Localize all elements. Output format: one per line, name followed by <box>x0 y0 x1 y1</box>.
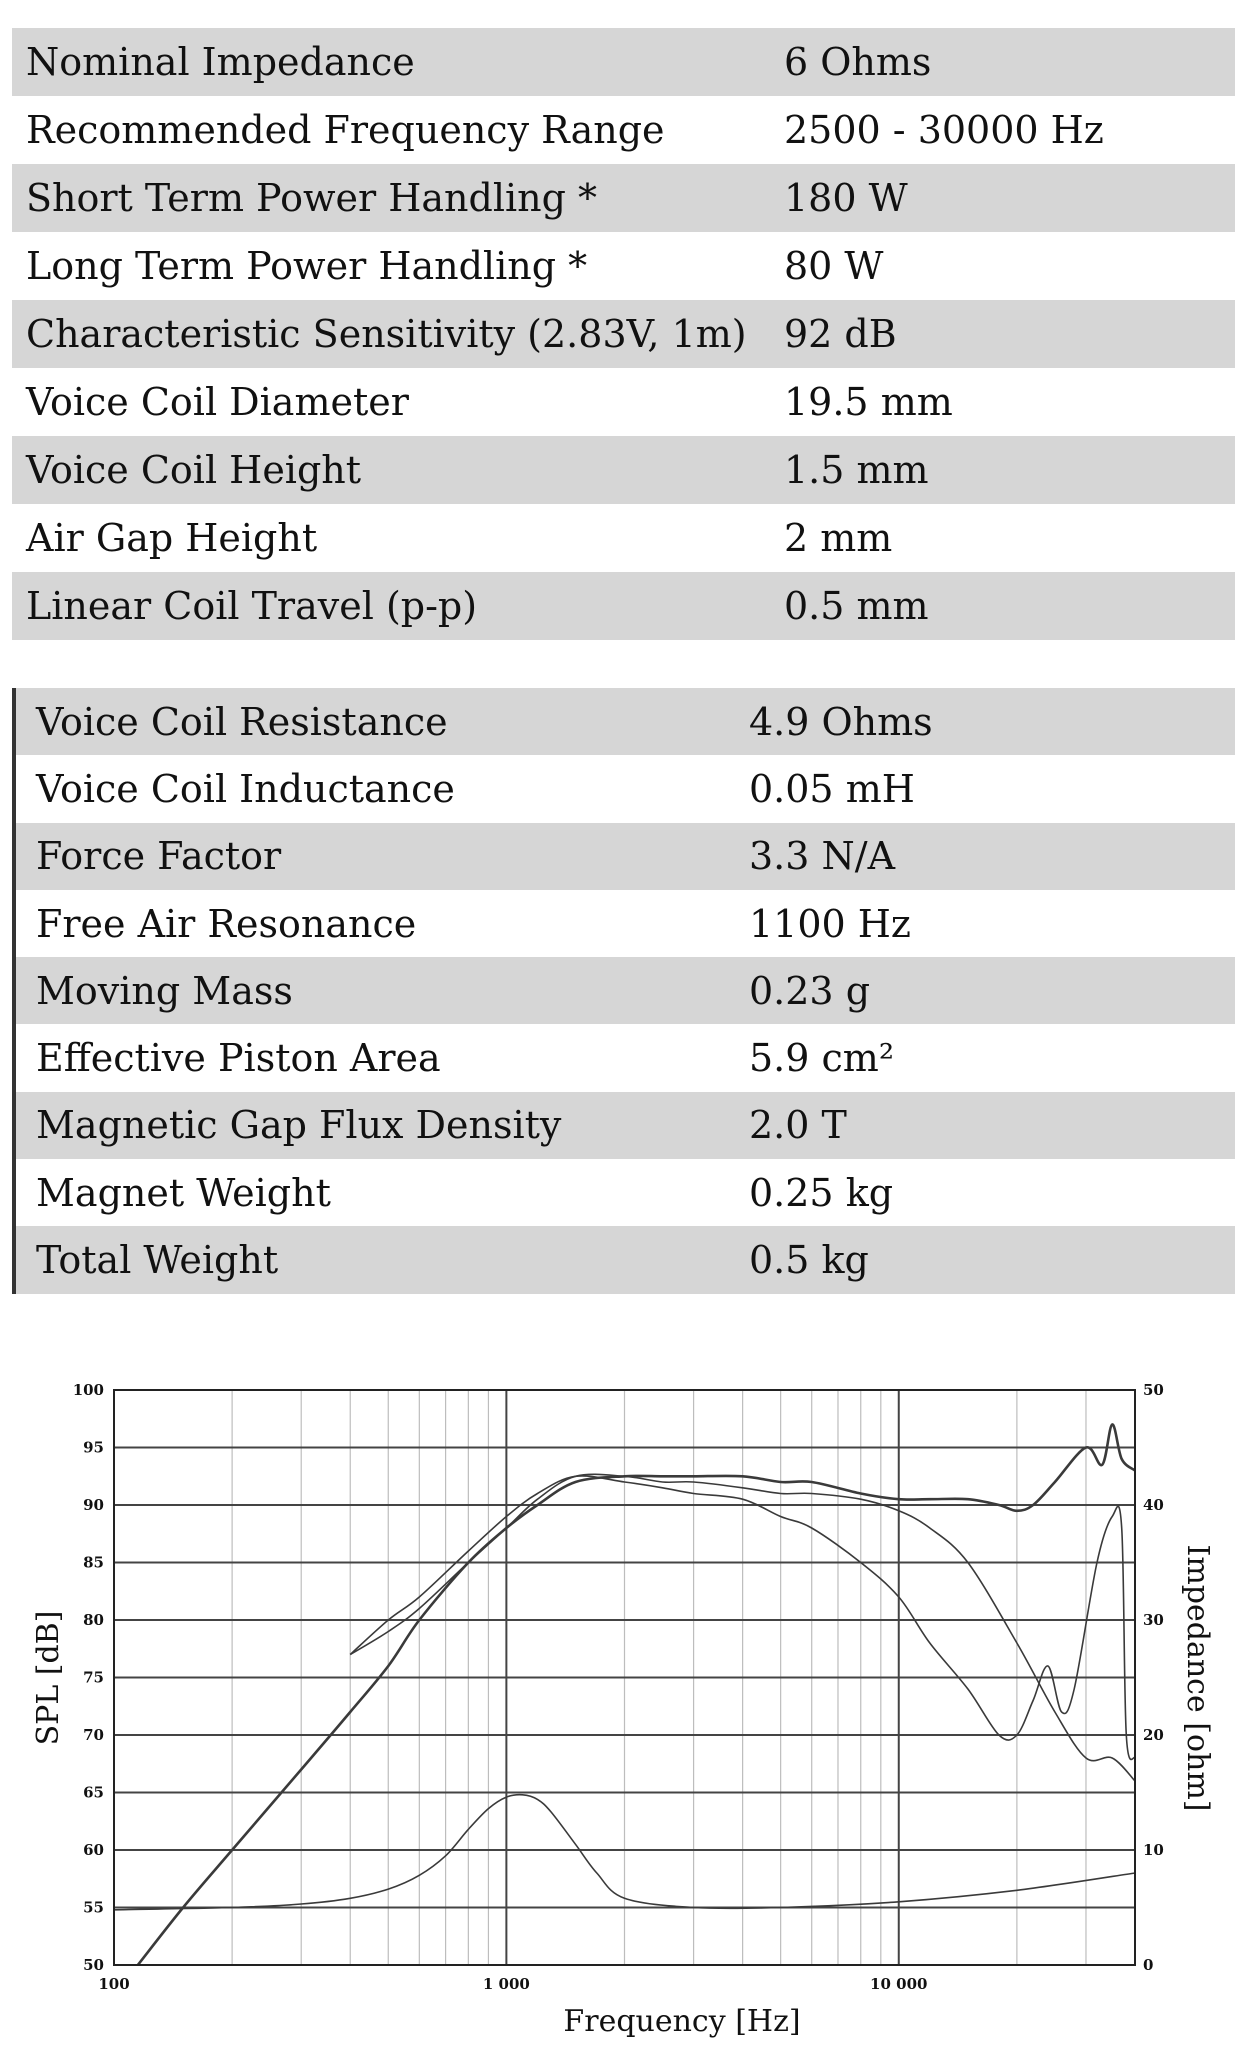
spec-label: Voice Coil Diameter <box>26 380 409 424</box>
y2-tick-label: 20 <box>1143 1726 1164 1744</box>
spec-label: Voice Coil Height <box>26 448 362 492</box>
y-tick-label: 70 <box>83 1726 104 1744</box>
frequency-response-chart <box>0 1370 1235 2048</box>
y-tick-label: 100 <box>72 1381 104 1399</box>
param-label: Magnet Weight <box>36 1170 331 1215</box>
table-row <box>16 755 1235 822</box>
spec-label: Recommended Frequency Range <box>26 108 665 152</box>
param-label: Total Weight <box>36 1238 279 1283</box>
y2-tick-label: 40 <box>1143 1496 1164 1514</box>
y-axis-title: SPL [dB] <box>31 1610 66 1746</box>
table-row <box>16 823 1235 890</box>
param-value: 4.9 Ohms <box>749 699 933 744</box>
spec-value: 1.5 mm <box>784 448 929 492</box>
x-tick-label: 10 000 <box>870 1975 928 1993</box>
spec-label: Nominal Impedance <box>26 40 415 84</box>
param-value: 5.9 cm² <box>749 1036 895 1081</box>
table-row <box>12 368 1235 436</box>
table-row <box>16 1092 1235 1159</box>
spec-value: 6 Ohms <box>784 40 932 84</box>
y2-tick-label: 30 <box>1143 1611 1164 1629</box>
y-tick-label: 80 <box>83 1611 104 1629</box>
x-tick-label: 100 <box>98 1975 130 1993</box>
params-table <box>12 688 1235 1294</box>
y-tick-label: 75 <box>83 1668 104 1687</box>
table-row <box>16 688 1235 755</box>
table-row <box>12 504 1235 572</box>
param-value: 0.05 mH <box>749 766 915 811</box>
y2-axis-title: Impedance [ohm] <box>1180 1544 1215 1812</box>
param-value: 0.23 g <box>749 968 871 1013</box>
table-row <box>12 164 1235 232</box>
spec-value: 0.5 mm <box>784 584 929 628</box>
param-label: Force Factor <box>36 834 282 879</box>
param-label: Free Air Resonance <box>36 901 417 946</box>
y-tick-label: 50 <box>83 1956 104 1974</box>
spec-value: 19.5 mm <box>784 380 953 424</box>
table-row <box>16 890 1235 957</box>
table-row <box>12 232 1235 300</box>
table-row <box>12 96 1235 164</box>
x-axis-title: Frequency [Hz] <box>563 2004 801 2039</box>
table-row <box>16 1024 1235 1091</box>
table-row <box>16 957 1235 1024</box>
x-tick-label: 1 000 <box>482 1975 530 1993</box>
spec-label: Short Term Power Handling * <box>26 176 598 220</box>
param-label: Effective Piston Area <box>36 1036 441 1081</box>
param-label: Voice Coil Inductance <box>36 766 455 811</box>
table-row <box>16 1159 1235 1226</box>
param-value: 3.3 N/A <box>749 834 896 879</box>
spec-label: Linear Coil Travel (p-p) <box>26 584 478 628</box>
table-row <box>12 572 1235 640</box>
spec-label: Long Term Power Handling * <box>26 244 588 288</box>
y-tick-label: 90 <box>83 1496 104 1514</box>
table-row <box>12 28 1235 96</box>
y2-tick-label: 50 <box>1143 1381 1164 1399</box>
y2-tick-label: 0 <box>1143 1956 1154 1974</box>
table-row <box>12 436 1235 504</box>
param-value: 2.0 T <box>749 1103 847 1148</box>
table-row <box>12 300 1235 368</box>
y2-tick-label: 10 <box>1143 1841 1164 1859</box>
y-tick-label: 85 <box>83 1553 104 1572</box>
spec-label: Characteristic Sensitivity (2.83V, 1m) <box>26 312 747 356</box>
y-tick-label: 65 <box>83 1783 104 1802</box>
spec-value: 92 dB <box>784 312 897 356</box>
spec-label: Air Gap Height <box>26 516 318 560</box>
y-tick-label: 95 <box>83 1438 104 1457</box>
param-value: 0.25 kg <box>749 1170 894 1215</box>
spec-value: 80 W <box>784 244 884 288</box>
param-value: 0.5 kg <box>749 1238 869 1283</box>
param-label: Voice Coil Resistance <box>36 699 448 744</box>
param-label: Magnetic Gap Flux Density <box>36 1103 562 1148</box>
spec-value: 2500 - 30000 Hz <box>784 108 1104 152</box>
y-tick-label: 60 <box>83 1841 104 1859</box>
specs-table <box>12 28 1235 640</box>
param-value: 1100 Hz <box>749 901 911 946</box>
spec-value: 180 W <box>784 176 908 220</box>
spec-value: 2 mm <box>784 516 893 560</box>
y-tick-label: 55 <box>83 1898 104 1917</box>
param-label: Moving Mass <box>36 968 293 1013</box>
table-row <box>16 1226 1235 1293</box>
tick-labels <box>73 1381 1164 1993</box>
